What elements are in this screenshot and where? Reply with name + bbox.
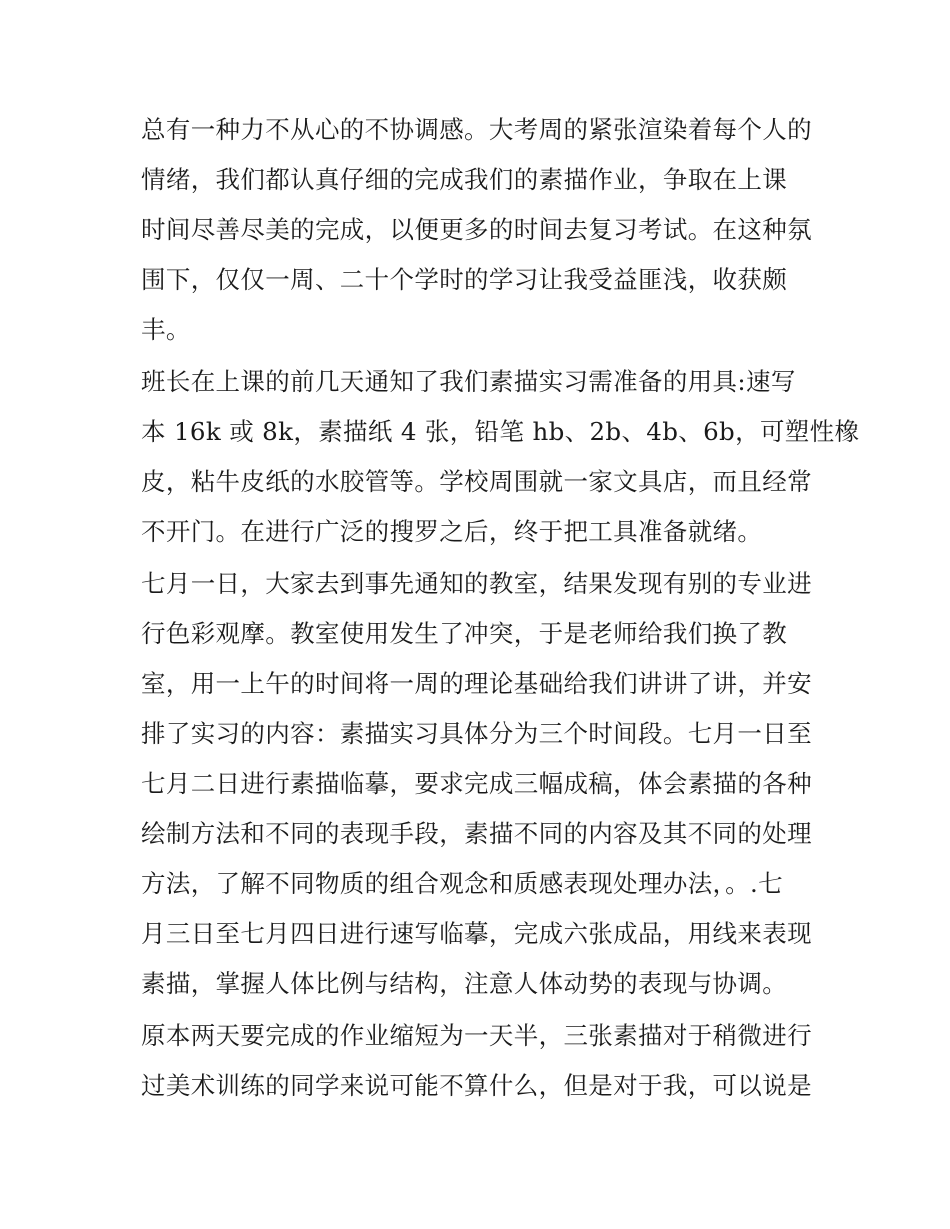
text-line: 方法，了解不同物质的组合观念和质感表现处理办法，。.七 — [141, 869, 783, 898]
text-line: 行色彩观摩。教室使用发生了冲突，于是老师给我们换了教 — [141, 619, 788, 648]
text-line: 围下，仅仅一周、二十个学时的学习让我受益匪浅，收获颇 — [141, 265, 788, 294]
text-line: 班长在上课的前几天通知了我们素描实习需准备的用具:速写 — [141, 367, 796, 396]
text-line: 原本两天要完成的作业缩短为一天半，三张素描对于稍微进行 — [141, 1021, 812, 1050]
text-line: 室，用一上午的时间将一周的理论基础给我们讲讲了讲，并安 — [141, 669, 812, 698]
text-line: 总有一种力不从心的不协调感。大考周的紧张渲染着每个人的 — [141, 115, 812, 144]
text-line: 不开门。在进行广泛的搜罗之后，终于把工具准备就绪。 — [141, 517, 763, 546]
text-line: 月三日至七月四日进行速写临摹，完成六张成品，用线来表现 — [141, 919, 812, 948]
text-line: 过美术训练的同学来说可能不算什么，但是对于我，可以说是 — [141, 1071, 812, 1100]
text-line: 情绪，我们都认真仔细的完成我们的素描作业，争取在上课 — [141, 165, 788, 194]
text-line: 素描，掌握人体比例与结构，注意人体动势的表现与协调。 — [141, 969, 788, 998]
text-line: 七月二日进行素描临摹，要求完成三幅成稿，体会素描的各种 — [141, 769, 812, 798]
text-line: 丰。 — [141, 315, 191, 344]
text-line: 排了实习的内容：素描实习具体分为三个时间段。七月一日至 — [141, 719, 812, 748]
text-line: 皮，粘牛皮纸的水胶管等。学校周围就一家文具店，而且经常 — [141, 467, 812, 496]
text-line: 七月一日，大家去到事先通知的教室，结果发现有别的专业进 — [141, 569, 812, 598]
text-line: 本 16k 或 8k，素描纸 4 张，铅笔 hb、2b、4b、6b，可塑性橡 — [141, 417, 860, 446]
text-line: 时间尽善尽美的完成，以便更多的时间去复习考试。在这种氛 — [141, 215, 812, 244]
text-line: 绘制方法和不同的表现手段，素描不同的内容及其不同的处理 — [141, 819, 812, 848]
